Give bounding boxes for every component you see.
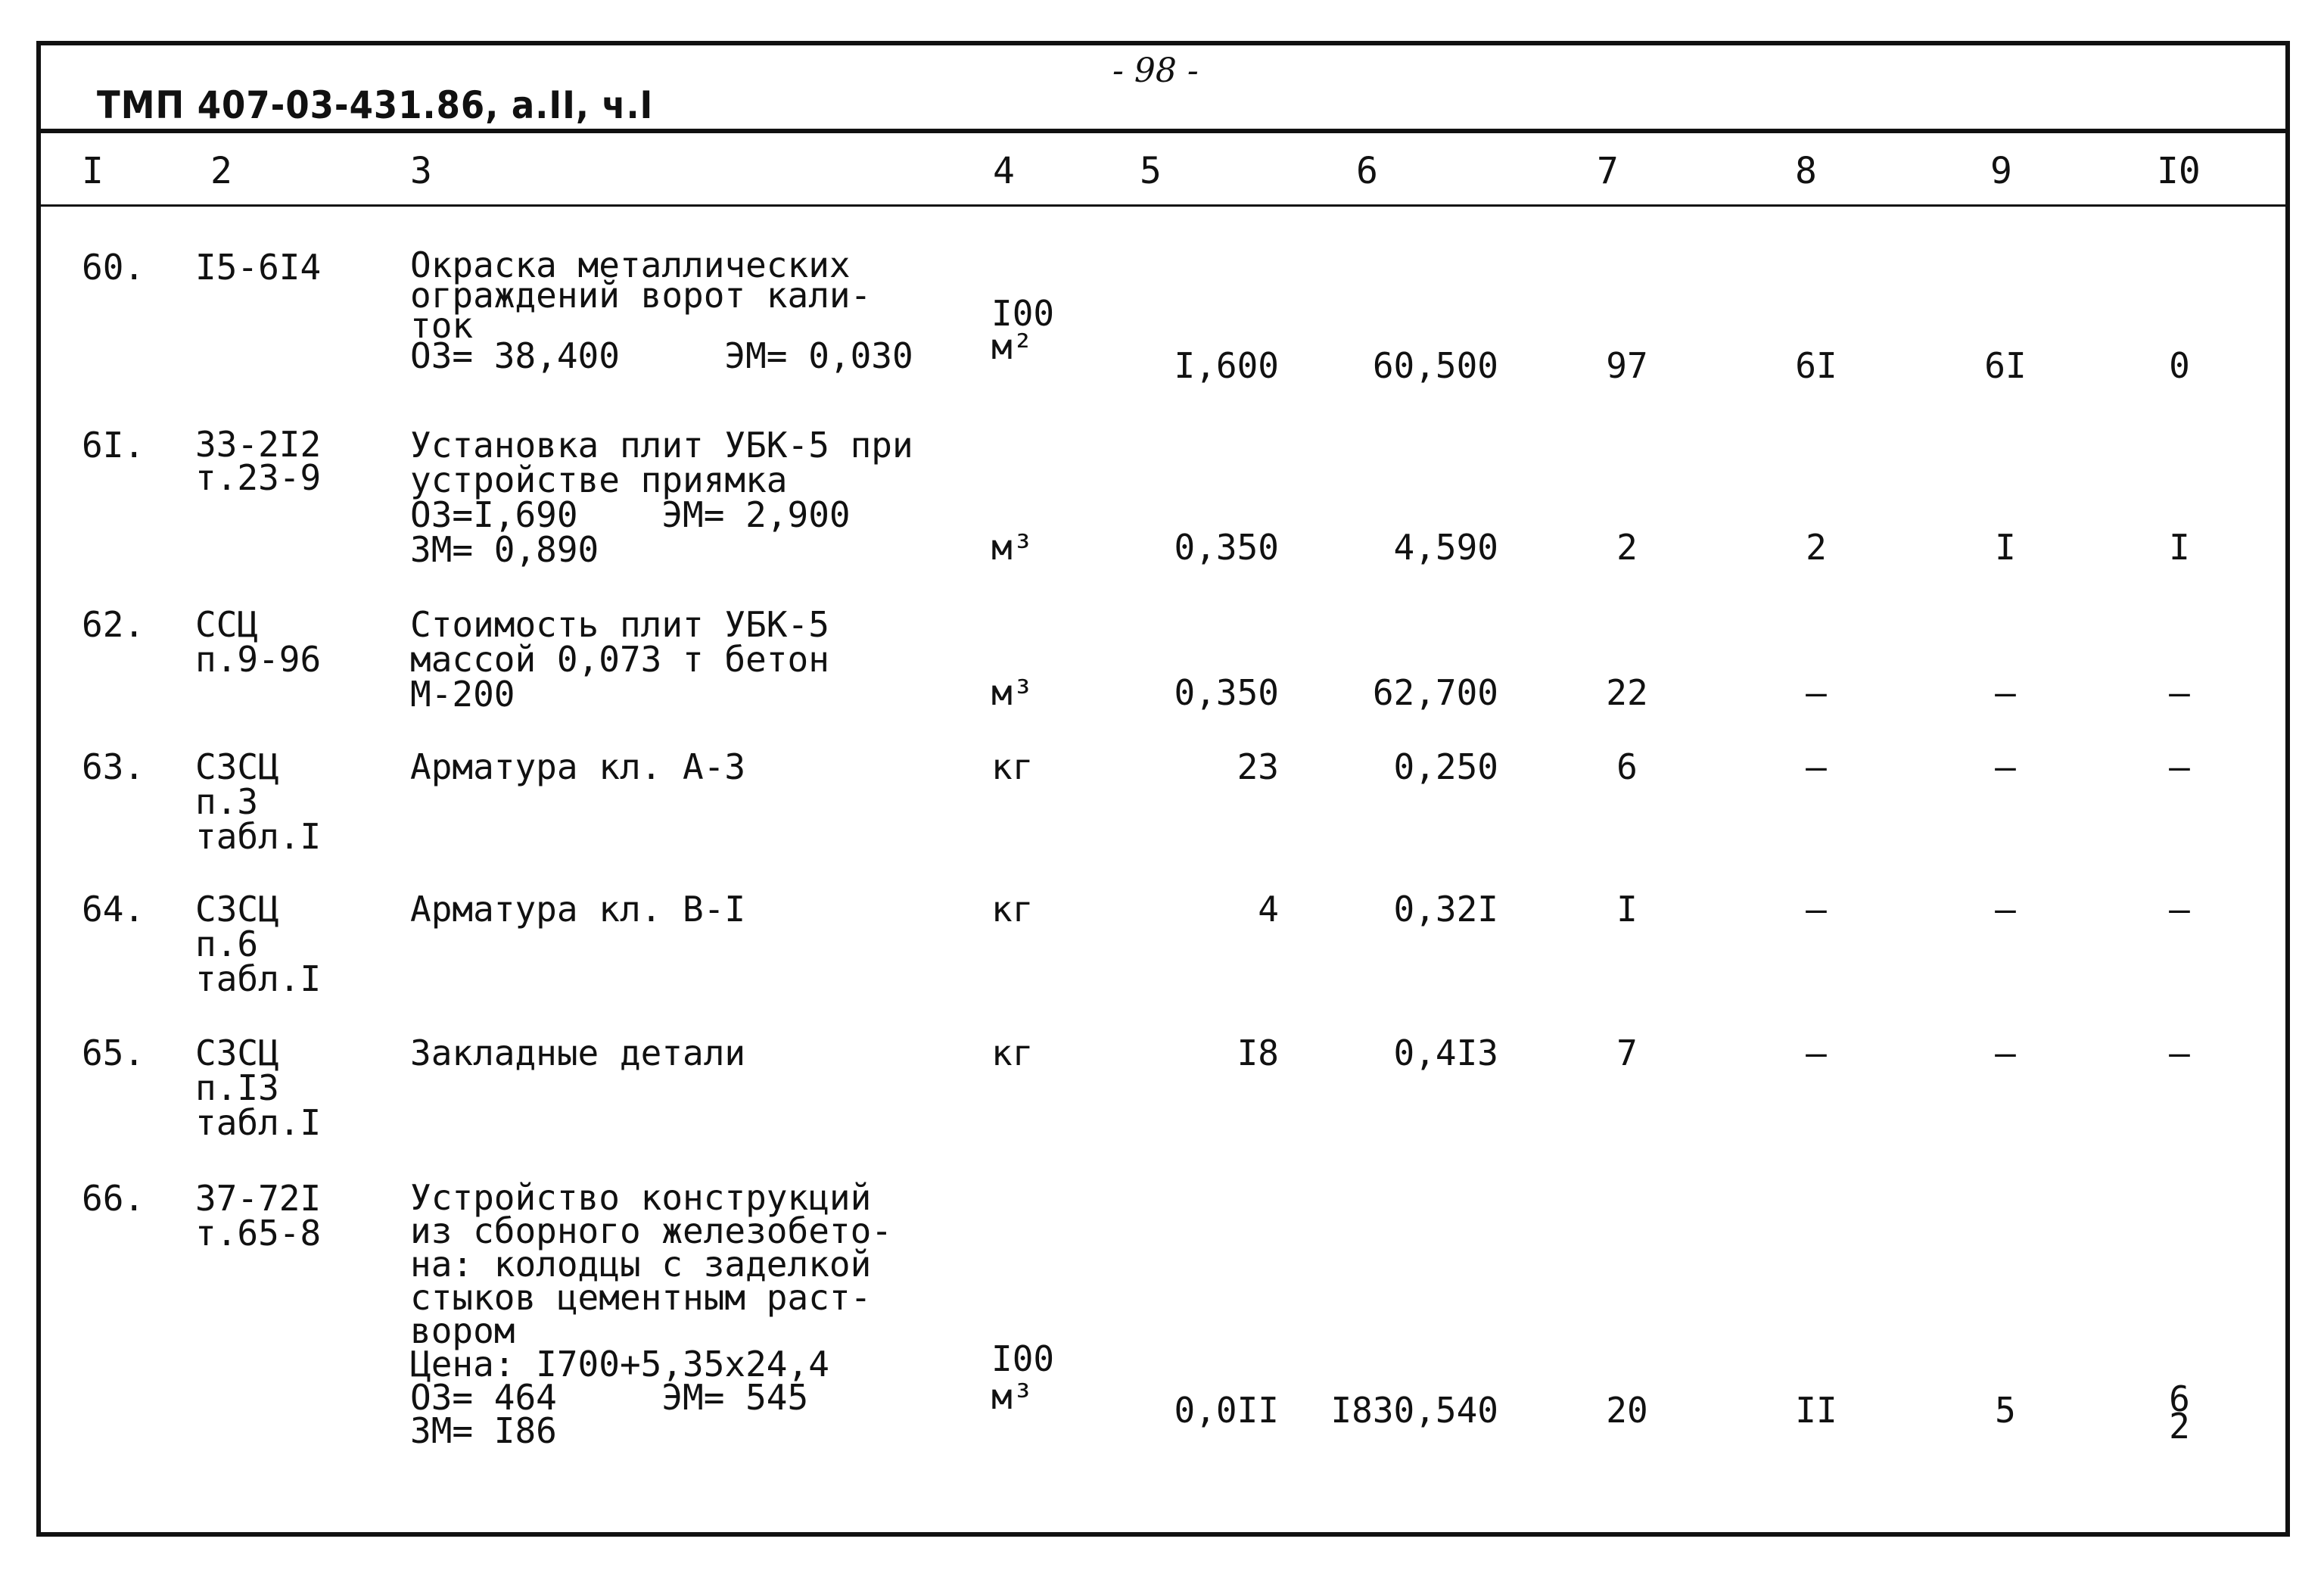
row-number: 62. (82, 604, 145, 645)
row-col9: 5 (1995, 1390, 2016, 1431)
row-number: 65. (82, 1033, 145, 1073)
row-col5: 23 (1237, 746, 1279, 787)
row-col10: – (2169, 1033, 2190, 1073)
row-description: Стоимость плит УБК-5 массой 0,073 т бетон М-200 (410, 604, 829, 715)
row-code: 37-72I т.65-8 (195, 1178, 322, 1254)
row-col6: 4,590 (1393, 527, 1498, 568)
row-col7: I (1616, 889, 1638, 930)
column-header-2: 2 (210, 150, 232, 192)
row-description: Арматура кл. А-3 (410, 746, 746, 787)
row-unit: м³ (991, 672, 1034, 713)
row-unit: кг (991, 746, 1034, 787)
row-description: Окраска металлических ограждений ворот кали- ток ОЗ= 38,400 ЭМ= 0,030 (410, 245, 913, 376)
row-code: СЗСЦ п.I3 табл.I (195, 1033, 322, 1143)
header-rule-bottom (36, 204, 2290, 207)
row-col8: – (1806, 889, 1827, 930)
page-frame (36, 41, 2290, 1537)
column-header-9: 9 (1990, 150, 2012, 192)
row-number: 64. (82, 889, 145, 930)
row-col9: – (1995, 1033, 2016, 1073)
row-description: Арматура кл. В-I (410, 889, 746, 930)
row-col6: 0,250 (1393, 746, 1498, 787)
row-number: 6I. (82, 425, 145, 466)
column-header-8: 8 (1795, 150, 1817, 192)
row-col10: 6 2 (2169, 1378, 2190, 1447)
row-col6: 0,4I3 (1393, 1033, 1498, 1073)
column-header-1: I (82, 150, 104, 192)
row-col8: II (1795, 1390, 1837, 1431)
column-header-5: 5 (1140, 150, 1162, 192)
row-code: 33-2I2 т.23-9 (195, 424, 322, 498)
row-col5: 0,350 (1174, 527, 1279, 568)
row-description: Устройство конструкций из сборного железобето- на: колодцы с заделкой стыков цементным раст- вором Цена: I700+5,35х24,4 ОЗ= 464 ЭМ= 545 ЗМ= I86 (410, 1177, 892, 1451)
row-description: Закладные детали (410, 1033, 746, 1073)
row-col6: I830,540 (1330, 1390, 1498, 1431)
row-unit: кг (991, 889, 1034, 930)
row-col5: I,600 (1174, 345, 1279, 386)
header-rule-top (36, 129, 2290, 133)
row-col7: 2 (1616, 527, 1638, 568)
row-col6: 60,500 (1372, 345, 1498, 386)
row-col8: – (1806, 746, 1827, 787)
row-col5: I8 (1237, 1033, 1279, 1073)
row-code: СЗСЦ п.3 табл.I (195, 746, 322, 857)
row-col10: 0 (2169, 345, 2190, 386)
row-col7: 6 (1616, 746, 1638, 787)
row-col5: 0,350 (1174, 672, 1279, 713)
row-col10: – (2169, 746, 2190, 787)
row-code: СЗСЦ п.6 табл.I (195, 889, 322, 999)
row-number: 60. (82, 247, 145, 288)
document-code: ТМП 407-03-431.86, а.II, ч.I (97, 83, 654, 127)
row-col8: – (1806, 1033, 1827, 1073)
column-header-3: 3 (410, 150, 432, 192)
column-header-6: 6 (1356, 150, 1378, 192)
row-col7: 22 (1606, 672, 1648, 713)
row-col6: 0,32I (1393, 889, 1498, 930)
row-col7: 7 (1616, 1033, 1638, 1073)
row-col6: 62,700 (1372, 672, 1498, 713)
column-header-10: I0 (2157, 150, 2201, 192)
row-col9: 6I (1984, 345, 2027, 386)
row-col8: 6I (1795, 345, 1837, 386)
row-col8: 2 (1806, 527, 1827, 568)
row-code: ССЦ п.9-96 (195, 604, 322, 680)
row-col9: – (1995, 746, 2016, 787)
row-col9: – (1995, 889, 2016, 930)
row-number: 66. (82, 1178, 145, 1219)
row-col9: – (1995, 672, 2016, 713)
column-header-7: 7 (1597, 150, 1619, 192)
row-description: Установка плит УБК-5 при устройстве приямка ОЗ=I,690 ЭМ= 2,900 ЗМ= 0,890 (410, 425, 913, 570)
row-code: I5-6I4 (195, 247, 322, 288)
row-number: 63. (82, 746, 145, 787)
row-col10: – (2169, 672, 2190, 713)
page-number: - 98 - (1112, 51, 1199, 90)
row-col10: – (2169, 889, 2190, 930)
row-unit: I00 м³ (991, 1338, 1055, 1417)
row-unit: м³ (991, 527, 1034, 568)
row-col5: 4 (1258, 889, 1279, 930)
row-unit: кг (991, 1033, 1034, 1073)
row-col8: – (1806, 672, 1827, 713)
row-col7: 97 (1606, 345, 1648, 386)
column-header-4: 4 (993, 150, 1015, 192)
row-unit: I00 м² (991, 293, 1055, 367)
row-col9: I (1995, 527, 2016, 568)
row-col10: I (2169, 527, 2190, 568)
row-col7: 20 (1606, 1390, 1648, 1431)
row-col5: 0,0II (1174, 1390, 1279, 1431)
